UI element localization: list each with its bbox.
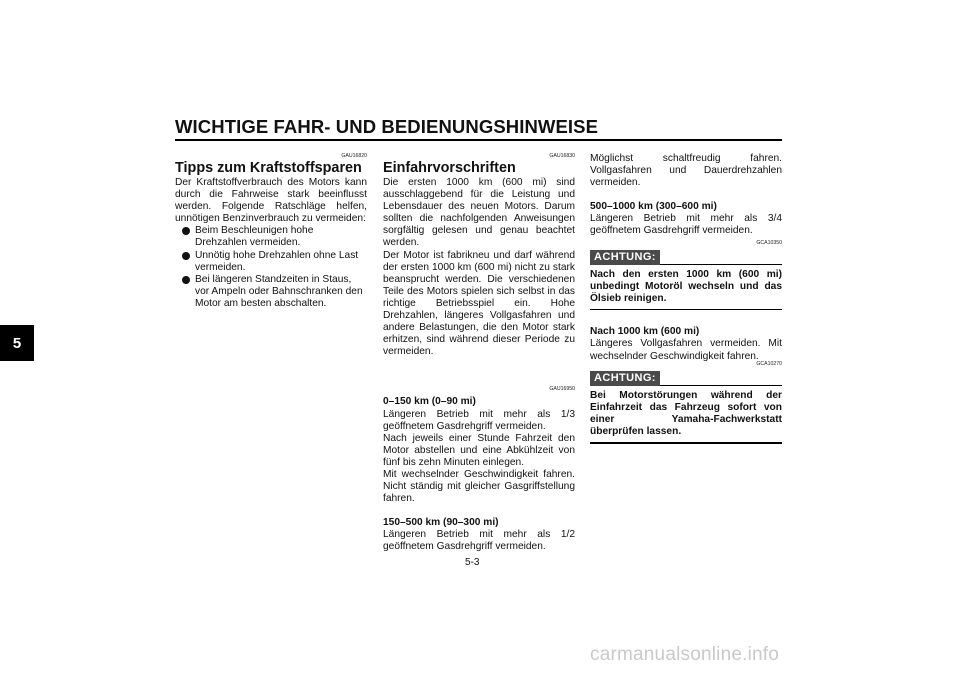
stage-1-text-2: Nach jeweils einer Stunde Fahrzeit den Motor abstellen und eine Abkühlzeit von fünf bis zehn Minuten einlegen. — [383, 432, 575, 468]
warning-header — [590, 249, 782, 267]
breakin-continued: Möglichst schaltfreudig fahren. Vollgasfahren und Dauerdrehzahlen vermeiden. — [590, 153, 782, 189]
warning-code: GCA10350 — [756, 239, 782, 246]
stage-1-heading: 0–150 km (0–90 mi) — [383, 396, 476, 408]
warning-label: ACHTUNG: — [590, 371, 660, 386]
breakin-para-2: Der Motor ist fabrikneu und darf während der ersten 1000 km (600 mi) nicht zu stark beansprucht werden. Die verschiedenen Teile des Motors spielen sich selbst in das richtige Betriebsspiel ein. Hohe Drehzahlen, längeres Vollgasfahren und andere Belastungen, die den Motor stark erhitzen, sind während dieser Periode zu vermeiden. — [383, 249, 575, 358]
list-item: Beim Beschleunigen hohe Drehzahlen vermeiden. — [179, 225, 367, 249]
section-code: GAU16820 — [341, 153, 367, 159]
stage-2-heading: 150–500 km (90–300 mi) — [383, 517, 499, 529]
fuel-intro: Der Kraftstoffverbrauch des Motors kann durch die Fahrweise stark beeinflusst werden. Folgende Ratschläge helfen, unnötigen Benzinverbrauch zu vermeiden: — [175, 177, 367, 225]
column-2 — [383, 153, 575, 554]
chapter-tab: 5 — [0, 325, 34, 361]
watermark: carmanualsonline.info — [590, 644, 780, 665]
stage-1-text-3: Mit wechselnder Geschwindigkeit fahren. Nicht ständig mit gleicher Gasgriffstellung fahren. — [383, 468, 575, 505]
warning-1-text: Nach den ersten 1000 km (600 mi) unbedingt Motoröl wechseln und das Ölsieb reinigen. — [590, 268, 782, 304]
page-header-title: WICHTIGE FAHR- UND BEDIENUNGSHINWEISE — [175, 116, 599, 137]
stage-1-text-1: Längeren Betrieb mit mehr als 1/3 geöffnetem Gasdrehgriff vermeiden. — [383, 408, 575, 432]
section-code: GAU16830 — [549, 153, 575, 159]
column-1 — [175, 153, 367, 310]
warning-rule — [660, 385, 782, 387]
list-item: Unnötig hohe Drehzahlen ohne Last vermeiden. — [179, 250, 367, 274]
stage-3-text: Längeren Betrieb mit mehr als 3/4 geöffnetem Gasdrehgriff vermeiden. — [590, 213, 782, 237]
bullet-icon — [182, 276, 190, 284]
bullet-icon — [182, 227, 190, 235]
warning-header — [590, 370, 782, 388]
stage-3-heading: 500–1000 km (300–600 mi) — [590, 201, 717, 213]
stage-2-text: Längeren Betrieb mit mehr als 1/2 geöffnetem Gasdrehgriff vermeiden. — [383, 529, 575, 553]
warning-rule — [660, 264, 782, 266]
header-rule — [175, 139, 782, 141]
warning-label: ACHTUNG: — [590, 250, 660, 265]
warning-code: GCA10270 — [756, 360, 782, 367]
section-code: GAU16950 — [549, 386, 575, 393]
warning-rule — [590, 442, 782, 444]
bullet-icon — [182, 252, 190, 260]
breakin-para-1: Die ersten 1000 km (600 mi) sind ausschlaggebend für die Leistung und Lebensdauer des neuen Motors. Darum sollten die nachfolgenden Anweisungen sorgfältig gelesen und genau beachtet werden. — [383, 177, 575, 249]
section-title-fuel: Tipps zum Kraftstoffsparen — [175, 160, 362, 176]
column-3 — [590, 153, 782, 444]
list-item: Bei längeren Standzeiten in Staus, vor Ampeln oder Bahnschranken den Motor am besten abschalten. — [179, 274, 367, 310]
page-number: 5-3 — [465, 557, 480, 568]
section-title-breakin: Einfahrvorschriften — [383, 160, 516, 176]
stage-4-heading: Nach 1000 km (600 mi) — [590, 326, 700, 338]
warning-2-text: Bei Motorstörungen während der Einfahrzeit das Fahrzeug sofort von einer Yamaha-Fachwerkstatt überprüfen lassen. — [590, 389, 782, 437]
stage-4-text: Längeres Vollgasfahren vermeiden. Mit wechselnder Geschwindigkeit fahren. — [590, 338, 782, 362]
fuel-tips-list — [175, 225, 367, 310]
